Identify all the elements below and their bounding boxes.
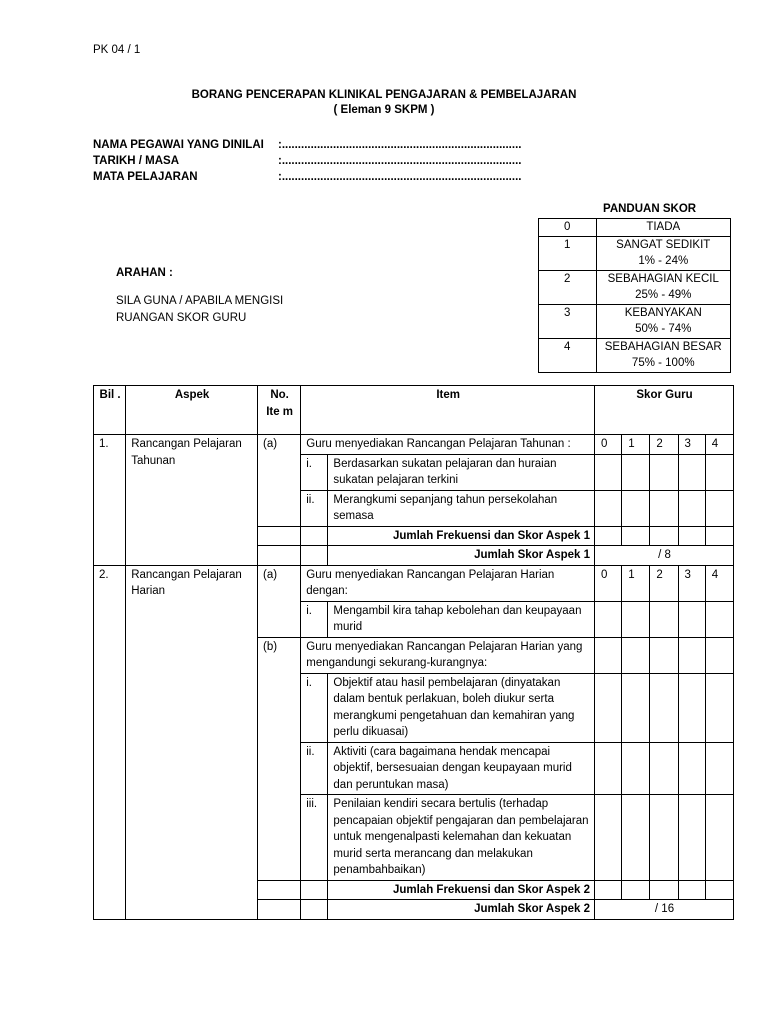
score-cell[interactable]	[705, 601, 733, 637]
score-cell[interactable]	[678, 601, 705, 637]
score-cell[interactable]	[650, 742, 678, 795]
empty-cell	[257, 880, 300, 900]
aspect-name: Rancangan Pelajaran Harian	[126, 565, 258, 919]
aspect-total-value[interactable]: / 8	[595, 546, 734, 566]
score-cell-0[interactable]: 0	[595, 435, 622, 455]
empty-cell	[301, 880, 328, 900]
aspect-name: Rancangan Pelajaran Tahunan	[126, 435, 258, 566]
item-text: Guru menyediakan Rancangan Pelajaran Tahunan :	[301, 435, 595, 455]
score-guide-score: 2	[539, 270, 597, 304]
header-bil: Bil .	[94, 386, 126, 435]
aspect-total-label: Jumlah Skor Aspek 1	[328, 546, 595, 566]
score-cell[interactable]	[622, 880, 650, 900]
score-guide-label: SEBAHAGIAN KECIL 25% - 49%	[596, 270, 730, 304]
score-cell[interactable]	[595, 526, 622, 546]
score-guide-score: 0	[539, 219, 597, 237]
score-cell[interactable]	[650, 526, 678, 546]
subitem-number: ii.	[301, 490, 328, 526]
evaluation-table	[93, 385, 734, 920]
score-cell[interactable]	[622, 490, 650, 526]
item-text: Guru menyediakan Rancangan Pelajaran Harian yang mengandungi sekurang-kurangnya:	[301, 637, 595, 673]
score-cell-0[interactable]: 0	[595, 565, 622, 601]
field-date-label: TARIKH / MASA	[93, 155, 180, 167]
score-cell-3[interactable]: 3	[678, 435, 705, 455]
score-cell[interactable]	[622, 742, 650, 795]
field-subject-label: MATA PELAJARAN	[93, 171, 198, 183]
field-date-line[interactable]: :...........................................................................	[278, 155, 522, 167]
aspect-number: 2.	[94, 565, 126, 919]
score-cell[interactable]	[705, 880, 733, 900]
score-cell[interactable]	[595, 490, 622, 526]
item-label: (b)	[257, 637, 300, 880]
score-guide-row	[539, 304, 731, 338]
score-guide-label: TIADA	[596, 219, 730, 237]
header-item: Item	[301, 386, 595, 435]
empty-cell	[257, 900, 300, 920]
subitem-text: Mengambil kira tahap kebolehan dan keupayaan murid	[328, 601, 595, 637]
item-label: (a)	[257, 565, 300, 637]
score-guide-row	[539, 270, 731, 304]
score-cell[interactable]	[622, 526, 650, 546]
document-subtitle: ( Eleman 9 SKPM )	[333, 104, 435, 116]
score-cell[interactable]	[650, 637, 678, 673]
subitem-number: ii.	[301, 742, 328, 795]
empty-cell	[257, 526, 300, 546]
score-cell[interactable]	[650, 880, 678, 900]
score-cell[interactable]	[622, 454, 650, 490]
score-cell-2[interactable]: 2	[650, 435, 678, 455]
score-guide-row	[539, 236, 731, 270]
score-cell[interactable]	[705, 795, 733, 881]
subitem-number: i.	[301, 454, 328, 490]
score-guide-score: 3	[539, 304, 597, 338]
score-guide-title: PANDUAN SKOR	[603, 203, 697, 215]
score-cell[interactable]	[595, 637, 622, 673]
field-subject-line[interactable]: :...........................................................................	[278, 171, 522, 183]
score-cell-4[interactable]: 4	[705, 565, 733, 601]
score-cell[interactable]	[678, 490, 705, 526]
score-guide-label: SEBAHAGIAN BESAR 75% - 100%	[596, 338, 730, 372]
header-skor-guru: Skor Guru	[595, 386, 734, 435]
subitem-text: Aktiviti (cara bagaimana hendak mencapai objektif, bersesuaian dengan keupayaan murid dan peruntukan masa)	[328, 742, 595, 795]
score-cell[interactable]	[595, 454, 622, 490]
score-cell[interactable]	[678, 795, 705, 881]
empty-cell	[301, 546, 328, 566]
score-cell[interactable]	[650, 454, 678, 490]
score-cell[interactable]	[678, 673, 705, 742]
empty-cell	[257, 546, 300, 566]
document-title: BORANG PENCERAPAN KLINIKAL PENGAJARAN & PEMBELAJARAN	[191, 89, 577, 101]
score-cell[interactable]	[650, 601, 678, 637]
score-guide-label: SANGAT SEDIKIT 1% - 24%	[596, 236, 730, 270]
instructions-heading: ARAHAN :	[116, 267, 173, 279]
frequency-total-label: Jumlah Frekuensi dan Skor Aspek 1	[328, 526, 595, 546]
empty-cell	[301, 900, 328, 920]
field-name-label: NAMA PEGAWAI YANG DINILAI	[93, 139, 264, 151]
score-guide-score: 4	[539, 338, 597, 372]
score-cell[interactable]	[622, 673, 650, 742]
score-guide-row	[539, 219, 731, 237]
score-cell[interactable]	[650, 795, 678, 881]
score-cell[interactable]	[595, 673, 622, 742]
instructions-line: RUANGAN SKOR GURU	[116, 312, 247, 324]
header-aspek: Aspek	[126, 386, 258, 435]
score-cell[interactable]	[705, 454, 733, 490]
score-cell[interactable]	[622, 637, 650, 673]
table-row	[94, 435, 734, 455]
score-cell[interactable]	[622, 795, 650, 881]
score-cell-1[interactable]: 1	[622, 565, 650, 601]
score-cell-4[interactable]: 4	[705, 435, 733, 455]
score-cell-3[interactable]: 3	[678, 565, 705, 601]
field-name-line[interactable]: :...........................................................................	[278, 139, 522, 151]
score-cell[interactable]	[595, 601, 622, 637]
score-guide-score: 1	[539, 236, 597, 270]
score-cell[interactable]	[705, 526, 733, 546]
score-cell[interactable]	[650, 490, 678, 526]
score-cell[interactable]	[705, 742, 733, 795]
subitem-number: iii.	[301, 795, 328, 881]
score-cell[interactable]	[705, 673, 733, 742]
score-cell[interactable]	[678, 880, 705, 900]
aspect-number: 1.	[94, 435, 126, 566]
score-cell[interactable]	[678, 454, 705, 490]
item-text: Guru menyediakan Rancangan Pelajaran Harian dengan:	[301, 565, 595, 601]
score-cell[interactable]	[678, 742, 705, 795]
document-code: PK 04 / 1	[93, 44, 141, 56]
score-guide-table	[538, 218, 731, 373]
score-cell[interactable]	[622, 601, 650, 637]
table-header-row	[94, 386, 734, 435]
subitem-text: Penilaian kendiri secara bertulis (terhadap pencapaian objektif pengajaran dan pembelajaran untuk mengenalpasti kelemahan dan kekuatan murid serta merancang dan melakukan penambahbaikan)	[328, 795, 595, 881]
score-cell-2[interactable]: 2	[650, 565, 678, 601]
subitem-text: Berdasarkan sukatan pelajaran dan huraian sukatan pelajaran terkini	[328, 454, 595, 490]
score-cell[interactable]	[678, 637, 705, 673]
frequency-total-label: Jumlah Frekuensi dan Skor Aspek 2	[328, 880, 595, 900]
score-cell[interactable]	[595, 742, 622, 795]
aspect-total-value[interactable]: / 16	[595, 900, 734, 920]
instructions-line: SILA GUNA / APABILA MENGISI	[116, 295, 284, 307]
score-cell[interactable]	[595, 795, 622, 881]
score-cell[interactable]	[705, 490, 733, 526]
score-cell[interactable]	[595, 880, 622, 900]
score-cell[interactable]	[705, 637, 733, 673]
header-no-item: No. Ite m	[257, 386, 300, 435]
score-cell[interactable]	[678, 526, 705, 546]
score-guide-label: KEBANYAKAN 50% - 74%	[596, 304, 730, 338]
subitem-text: Merangkumi sepanjang tahun persekolahan semasa	[328, 490, 595, 526]
subitem-text: Objektif atau hasil pembelajaran (dinyatakan dalam bentuk perlakuan, boleh diukur serta merangkumi pengetahuan dan kemahiran yang perlu dikuasai)	[328, 673, 595, 742]
score-cell-1[interactable]: 1	[622, 435, 650, 455]
subitem-number: i.	[301, 673, 328, 742]
table-row	[94, 565, 734, 601]
item-label: (a)	[257, 435, 300, 527]
aspect-total-label: Jumlah Skor Aspek 2	[328, 900, 595, 920]
subitem-number: i.	[301, 601, 328, 637]
score-guide-row	[539, 338, 731, 372]
score-cell[interactable]	[650, 673, 678, 742]
empty-cell	[301, 526, 328, 546]
